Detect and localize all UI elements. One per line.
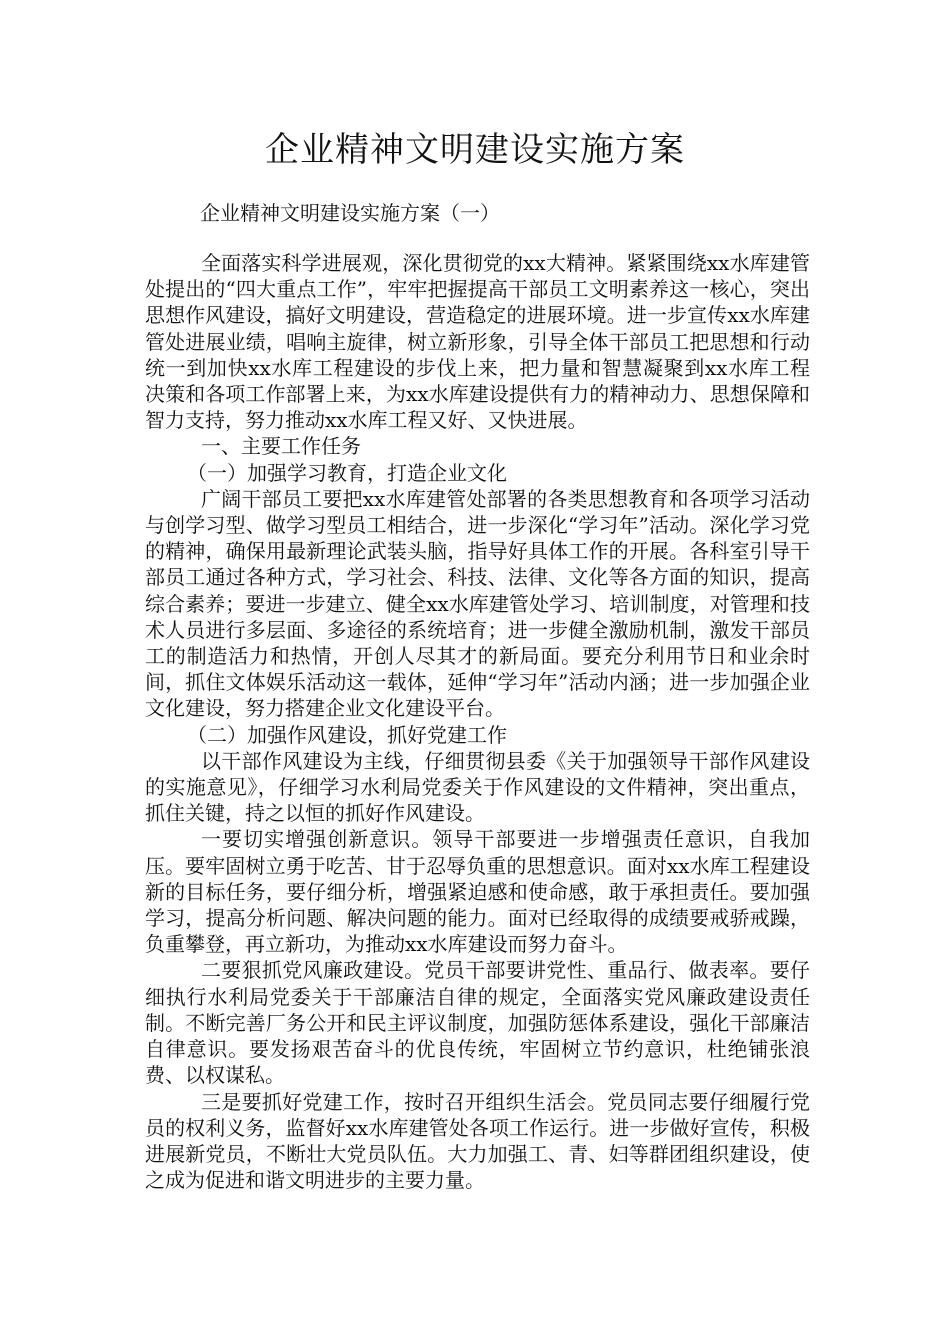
paragraph-point-3: 三是要抓好党建工作，按时召开组织生活会。党员同志要仔细履行党员的权利义务，监督好xx水库建管处各项工作运行。进一步做好宣传，积极进展新党员，不断壮大党员队伍。大力加强工、青、妇等群团组织建设，使之成为促进和谐文明进步的主要力量。 bbox=[145, 1089, 810, 1193]
heading-task-1: （一）加强学习教育，打造企业文化 bbox=[187, 460, 507, 485]
document-body bbox=[145, 250, 810, 1193]
paragraph-intro: 全面落实科学进展观，深化贯彻党的xx大精神。紧紧围绕xx水库建管处提出的“四大重点工作”，牢牢把握提高干部员工文明素养这一核心，突出思想作风建设，搞好文明建设，营造稳定的进展环境。进一步宣传xx水库建管处进展业绩，唱响主旋律，树立新形象，引导全体干部员工把思想和行动统一到加快xx水库工程建设的步伐上来，把力量和智慧凝聚到xx水库工程决策和各项工作部署上来，为xx水库建设提供有力的精神动力、思想保障和智力支持，努力推动xx水库工程又好、又快进展。 bbox=[145, 251, 810, 433]
heading-task-2: （二）加强作风建设，抓好党建工作 bbox=[187, 722, 507, 747]
paragraph-task-2: 以干部作风建设为主线，仔细贯彻县委《关于加强领导干部作风建设的实施意见》，仔细学习水利局党委关于作风建设的文件精神，突出重点，抓住关键，持之以恒的抓好作风建设。 bbox=[145, 748, 810, 826]
heading-main-tasks: 一、主要工作任务 bbox=[201, 434, 361, 459]
page-title: 企业精神文明建设实施方案 bbox=[265, 130, 685, 170]
paragraph-task-1: 广阔干部员工要把xx水库建管处部署的各类思想教育和各项学习活动与创学习型、做学习型员工相结合，进一步深化“学习年”活动。深化学习党的精神，确保用最新理论武装头脑，指导好具体工作的开展。各科室引导干部员工通过各种方式，学习社会、科技、法律、文化等各方面的知识，提高综合素养；要进一步建立、健全xx水库建管处学习、培训制度，对管理和技术人员进行多层面、多途径的系统培育；进一步健全激励机制，激发干部员工的制造活力和热情，开创人尽其才的新局面。要充分利用节日和业余时间，抓住文体娱乐活动这一载体，延伸“学习年”活动内涵；进一步加强企业文化建设，努力搭建企业文化建设平台。 bbox=[145, 486, 810, 721]
paragraph-point-2: 二要狠抓党风廉政建设。党员干部要讲党性、重品行、做表率。要仔细执行水利局党委关于干部廉洁自律的规定，全面落实党风廉政建设责任制。不断完善厂务公开和民主评议制度，加强防惩体系建设，强化干部廉洁自律意识。要发扬艰苦奋斗的优良传统，牢固树立节约意识，杜绝铺张浪费、以权谋私。 bbox=[145, 958, 810, 1088]
paragraph-point-1: 一要切实增强创新意识。领导干部要进一步增强责任意识，自我加压。要牢固树立勇于吃苦、甘于忍辱负重的思想意识。面对xx水库工程建设新的目标任务，要仔细分析，增强紧迫感和使命感，敢于承担责任。要加强学习，提高分析问题、解决问题的能力。面对已经取得的成绩要戒骄戒躁，负重攀登，再立新功，为推动xx水库建设而努力奋斗。 bbox=[145, 827, 810, 957]
section-subtitle: 企业精神文明建设实施方案（一） bbox=[200, 201, 500, 225]
